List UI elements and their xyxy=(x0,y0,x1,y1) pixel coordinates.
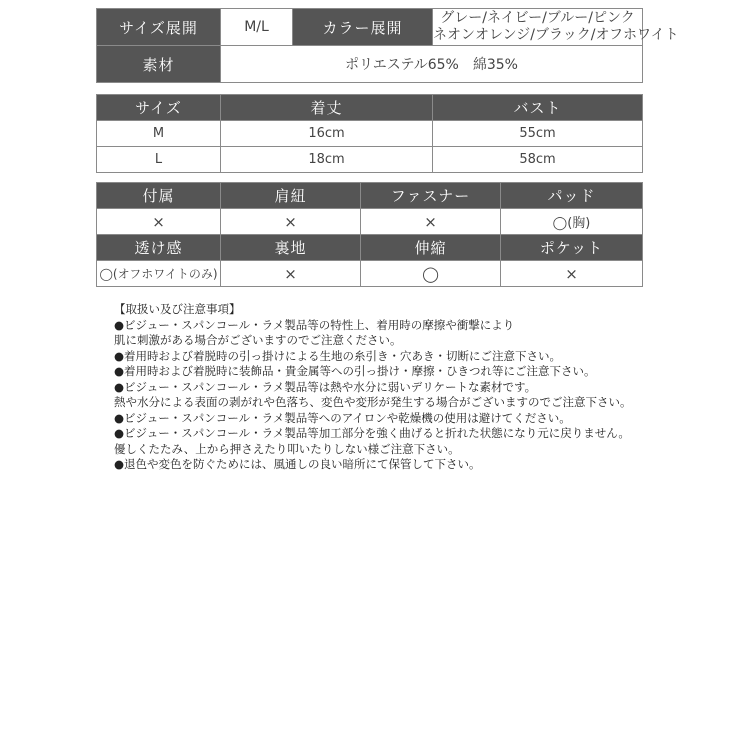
zipper-value: × xyxy=(361,209,501,235)
note-line: ●着用時および着脱時に装飾品・貴金属等への引っ掛け・摩擦・ひきつれ等にご注意下さい。 xyxy=(114,364,596,378)
note-line: ●ビジュー・スパンコール・ラメ製品等へのアイロンや乾燥機の使用は避けてください。 xyxy=(114,410,571,425)
size-cell: M xyxy=(97,121,221,147)
length-cell: 18cm xyxy=(221,147,433,173)
spec-table xyxy=(96,8,679,83)
size-range-value: M/L xyxy=(221,9,293,46)
features-header-row-1 xyxy=(97,183,643,209)
care-notes xyxy=(114,302,654,473)
stretch-value: ◯ xyxy=(361,261,501,287)
features-table xyxy=(96,182,643,287)
note-line: ●着用時および着脱時の引っ掛けによる生地の糸引き・穴あき・切断にご注意下さい。 xyxy=(114,348,562,363)
features-value-row-2 xyxy=(97,261,643,287)
shoulder-strap-header: 肩紐 xyxy=(221,183,361,209)
accessories-header: 付属 xyxy=(97,183,221,209)
size-cell: L xyxy=(97,147,221,173)
bust-header: バスト xyxy=(433,95,643,121)
pad-header: パッド xyxy=(501,183,643,209)
note-line: ●ビジュー・スパンコール・ラメ製品等の特性上、着用時の摩擦や衝撃により xyxy=(114,317,515,332)
size-range-label: サイズ展開 xyxy=(97,9,221,46)
table-row xyxy=(97,121,643,147)
color-range-value xyxy=(433,9,679,46)
bust-cell: 55cm xyxy=(433,121,643,147)
length-header: 着丈 xyxy=(221,95,433,121)
size-table xyxy=(96,94,643,173)
size-header: サイズ xyxy=(97,95,221,121)
zipper-header: ファスナー xyxy=(361,183,501,209)
features-header-row-2 xyxy=(97,235,643,261)
pad-value: ◯(胸) xyxy=(501,209,643,235)
material-label: 素材 xyxy=(97,46,221,83)
table-row xyxy=(97,147,643,173)
lining-value: × xyxy=(221,261,361,287)
note-line: 肌に刺激がある場合がございますのでご注意ください。 xyxy=(114,333,402,347)
sheerness-header: 透け感 xyxy=(97,235,221,261)
shoulder-strap-value: × xyxy=(221,209,361,235)
features-value-row-1 xyxy=(97,209,643,235)
color-line-2: ネオンオレンジ/ブラック/オフホワイト xyxy=(433,27,679,43)
lining-header: 裏地 xyxy=(221,235,361,261)
material-value: ポリエステル65% 綿35% xyxy=(221,46,643,83)
size-table-header xyxy=(97,95,643,121)
note-line: ●ビジュー・スパンコール・ラメ製品等は熱や水分に弱いデリケートな素材です。 xyxy=(114,379,537,394)
color-range-label: カラー展開 xyxy=(293,9,433,46)
note-line: 優しくたたみ、上から押さえたり叩いたりしない様ご注意下さい。 xyxy=(114,441,460,456)
notes-title: 【取扱い及び注意事項】 xyxy=(114,302,241,316)
pocket-header: ポケット xyxy=(501,235,643,261)
note-line: ●ビジュー・スパンコール・ラメ製品等加工部分を強く曲げると折れた状態になり元に戻りません。 xyxy=(114,426,630,440)
sheerness-value: ◯(オフホワイトのみ) xyxy=(97,261,221,287)
pocket-value: × xyxy=(501,261,643,287)
stretch-header: 伸縮 xyxy=(361,235,501,261)
color-line-1: グレー/ネイビー/ブルー/ピンク xyxy=(440,10,635,26)
accessories-value: × xyxy=(97,209,221,235)
note-line: ●退色や変色を防ぐためには、風通しの良い暗所にて保管して下さい。 xyxy=(114,457,481,471)
note-line: 熱や水分による表面の剥がれや色落ち、変色や変形が発生する場合がございますのでご注意下さい。 xyxy=(114,395,632,409)
length-cell: 16cm xyxy=(221,121,433,147)
bust-cell: 58cm xyxy=(433,147,643,173)
